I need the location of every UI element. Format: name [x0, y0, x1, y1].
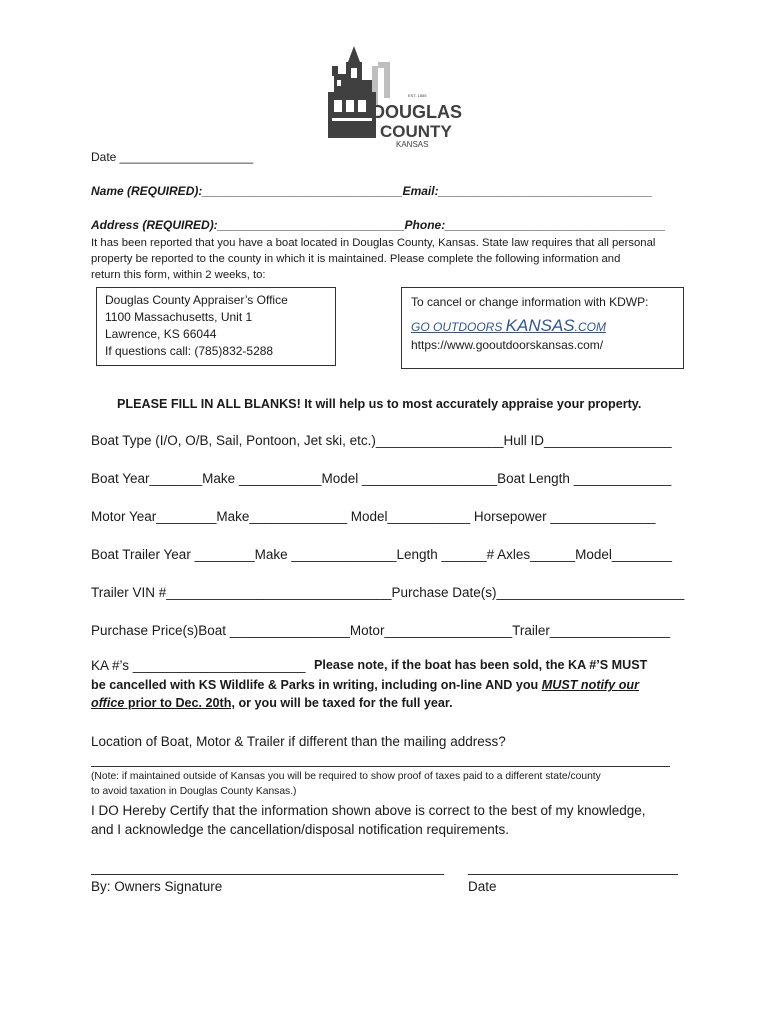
ka-note-2	[91, 678, 639, 692]
logo-est: EST. 1855	[408, 93, 427, 98]
address-phone-field[interactable]: Address (REQUIRED):____________________________Phone:_________________________________	[91, 218, 666, 232]
boat-year-row[interactable]: Boat Year_______Make ___________Model __________________Boat Length _____________	[91, 471, 672, 486]
kdwp-link-big: KANSAS	[505, 316, 575, 335]
intro-text-1: It has been reported that you have a boat located in Douglas County, Kansas. State law requires that all personal	[91, 237, 656, 249]
kdwp-box	[401, 287, 684, 369]
office-name: Douglas County Appraiser’s Office	[105, 293, 288, 307]
ka-note-2b: MUST notify our	[541, 678, 639, 692]
ka-note-1: Please note, if the boat has been sold, the KA #’S MUST	[314, 658, 648, 672]
name-email-field[interactable]: Name (REQUIRED):______________________________Email:________________________________	[91, 184, 653, 198]
ka-note-3b: prior to Dec. 20th,	[124, 696, 235, 710]
intro-text-3: return this form, within 2 weeks, to:	[91, 269, 266, 281]
ka-note-3	[91, 696, 453, 710]
signature-date-line[interactable]	[468, 874, 678, 875]
trailer-year-row[interactable]: Boat Trailer Year ________Make ______________Length ______# Axles______Model________	[91, 547, 673, 562]
certify-line-1: I DO Hereby Certify that the information shown above is correct to the best of my knowledge,	[91, 803, 646, 818]
ka-note-3a: office	[91, 696, 125, 710]
douglas-county-logo	[328, 44, 462, 150]
logo-line2: COUNTY	[380, 122, 452, 141]
office-street: 1100 Massachusetts, Unit 1	[105, 310, 253, 324]
office-city: Lawrence, KS 66044	[105, 327, 217, 341]
kdwp-url[interactable]: https://www.gooutdoorskansas.com/	[411, 338, 604, 352]
signature-date-label: Date	[468, 879, 497, 894]
location-note-1: (Note: if maintained outside of Kansas you will be required to show proof of taxes paid to a different state/county	[91, 771, 601, 782]
purchase-price-row[interactable]: Purchase Price(s)Boat ________________Motor_________________Trailer________________	[91, 623, 670, 638]
certify-line-2: and I acknowledge the cancellation/disposal notification requirements.	[91, 822, 510, 837]
ka-note-2a: be cancelled with KS Wildlife & Parks in writing, including on-line AND you	[91, 678, 542, 692]
location-note-2: to avoid taxation in Douglas County Kansas.)	[91, 786, 297, 797]
logo-line3: KANSAS	[396, 140, 429, 149]
office-phone: If questions call: (785)832-5288	[105, 344, 274, 358]
signature-label: By: Owners Signature	[91, 879, 223, 894]
motor-year-row[interactable]: Motor Year________Make_____________ Model___________ Horsepower ______________	[91, 509, 656, 524]
location-answer-line[interactable]	[91, 766, 670, 767]
signature-line[interactable]	[91, 874, 444, 875]
trailer-vin-row[interactable]: Trailer VIN #______________________________Purchase Date(s)_________________________	[91, 585, 685, 600]
kdwp-link[interactable]	[411, 316, 606, 336]
intro-text-2: property be reported to the county in which it is maintained. Please complete the following information and	[91, 253, 621, 265]
kdwp-link-end: .COM	[574, 320, 606, 334]
kdwp-link-small: GO OUTDOORS	[411, 320, 506, 334]
ka-number-field[interactable]: KA #’s _______________________	[91, 658, 306, 673]
logo-line1: DOUGLAS	[372, 102, 462, 122]
date-field[interactable]: Date ____________________	[91, 150, 254, 164]
ka-note-3c: or you will be taxed for the full year.	[234, 696, 453, 710]
boat-type-row[interactable]: Boat Type (I/O, O/B, Sail, Pontoon, Jet ski, etc.)_________________Hull ID_________________	[91, 433, 672, 448]
office-address-box	[96, 287, 336, 366]
location-question: Location of Boat, Motor & Trailer if different than the mailing address?	[91, 734, 506, 749]
kdwp-label: To cancel or change information with KDWP:	[411, 295, 649, 309]
fill-all-heading: PLEASE FILL IN ALL BLANKS! It will help us to most accurately appraise your property.	[117, 397, 642, 411]
